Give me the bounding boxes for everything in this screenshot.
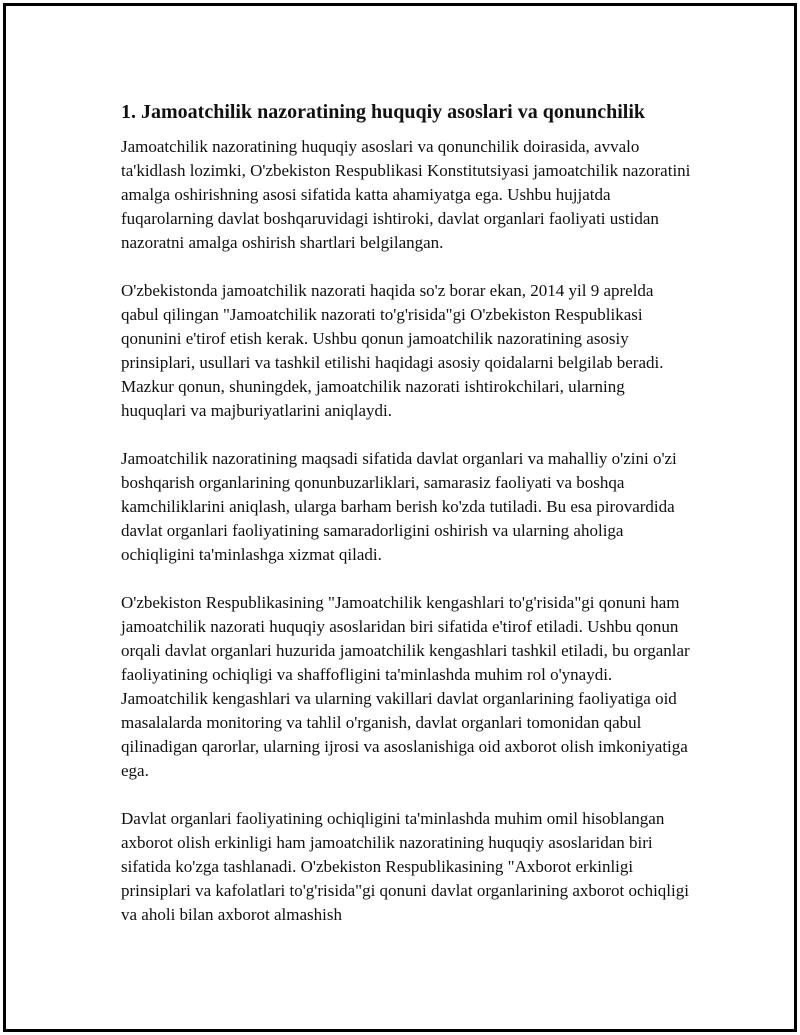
page-frame	[3, 3, 797, 1032]
paragraph-information-freedom: Davlat organlari faoliyatining ochiqligini ta'minlashda muhim omil hisoblangan axborot olish erkinligi ham jamoatchilik nazoratining huquqiy asoslaridan biri sifatida ko'zga tashlanadi. O'zbekiston Respublikasining "Axborot erkinligi prinsiplari va kafolatlari to'g'risida"gi qonuni davlat organlarining axborot ochiqligi va aholi bilan axborot almashish	[121, 809, 689, 924]
document-body	[121, 99, 691, 951]
paragraph-public-councils-law: O'zbekiston Respublikasining "Jamoatchilik kengashlari to'g'risida"gi qonuni ham jamoatchilik nazorati huquqiy asoslaridan biri sifatida e'tirof etiladi. Ushbu qonun orqali davlat organlari huzurida jamoatchilik kengashlari tashkil etiladi, bu organlar faoliyatining ochiqligi va shaffofligini ta'minlashda muhim rol o'ynaydi. Jamoatchilik kengashlari va ularning vakillari davlat organlarining faoliyatiga oid masalalarda monitoring va tahlil o'rganish, davlat organlari tomonidan qabul qilinadigan qarorlar, ularning ijrosi va asoslanishiga oid axborot olish imkoniyatiga ega.	[121, 593, 690, 780]
paragraph-public-control-law: O'zbekistonda jamoatchilik nazorati haqida so'z borar ekan, 2014 yil 9 aprelda qabul qilingan "Jamoatchilik nazorati to'g'risida"gi O'zbekiston Respublikasi qonunini e'tirof etish kerak. Ushbu qonun jamoatchilik nazoratining asosiy prinsiplari, usullari va tashkil etilishi haqidagi asosiy qoidalarni belgilab beradi. Mazkur qonun, shuningdek, jamoatchilik nazorati ishtirokchilari, ularning huquqlari va majburiyatlarini aniqlaydi.	[121, 281, 664, 420]
paragraph-constitution: Jamoatchilik nazoratining huquqiy asoslari va qonunchilik doirasida, avvalo ta'kidlash lozimki, O'zbekiston Respublikasi Konstitutsiyasi jamoatchilik nazoratini amalga oshirishning asosi sifatida katta ahamiyatga ega. Ushbu hujjatda fuqarolarning davlat boshqaruvidagi ishtiroki, davlat organlari faoliyati ustidan nazoratni amalga oshirish shartlari belgilangan.	[121, 137, 691, 252]
paragraph-control-purpose: Jamoatchilik nazoratining maqsadi sifatida davlat organlari va mahalliy o'zini o'zi boshqarish organlarining qonunbuzarliklari, samarasiz faoliyati va boshqa kamchiliklarini aniqlash, ularga barham berish ko'zda tutiladi. Bu esa pirovardida davlat organlari faoliyatining samaradorligini oshirish va ularning aholiga ochiqligini ta'minlashga xizmat qiladi.	[121, 449, 677, 564]
section-heading: 1. Jamoatchilik nazoratining huquqiy asoslari va qonunchilik	[121, 101, 646, 123]
